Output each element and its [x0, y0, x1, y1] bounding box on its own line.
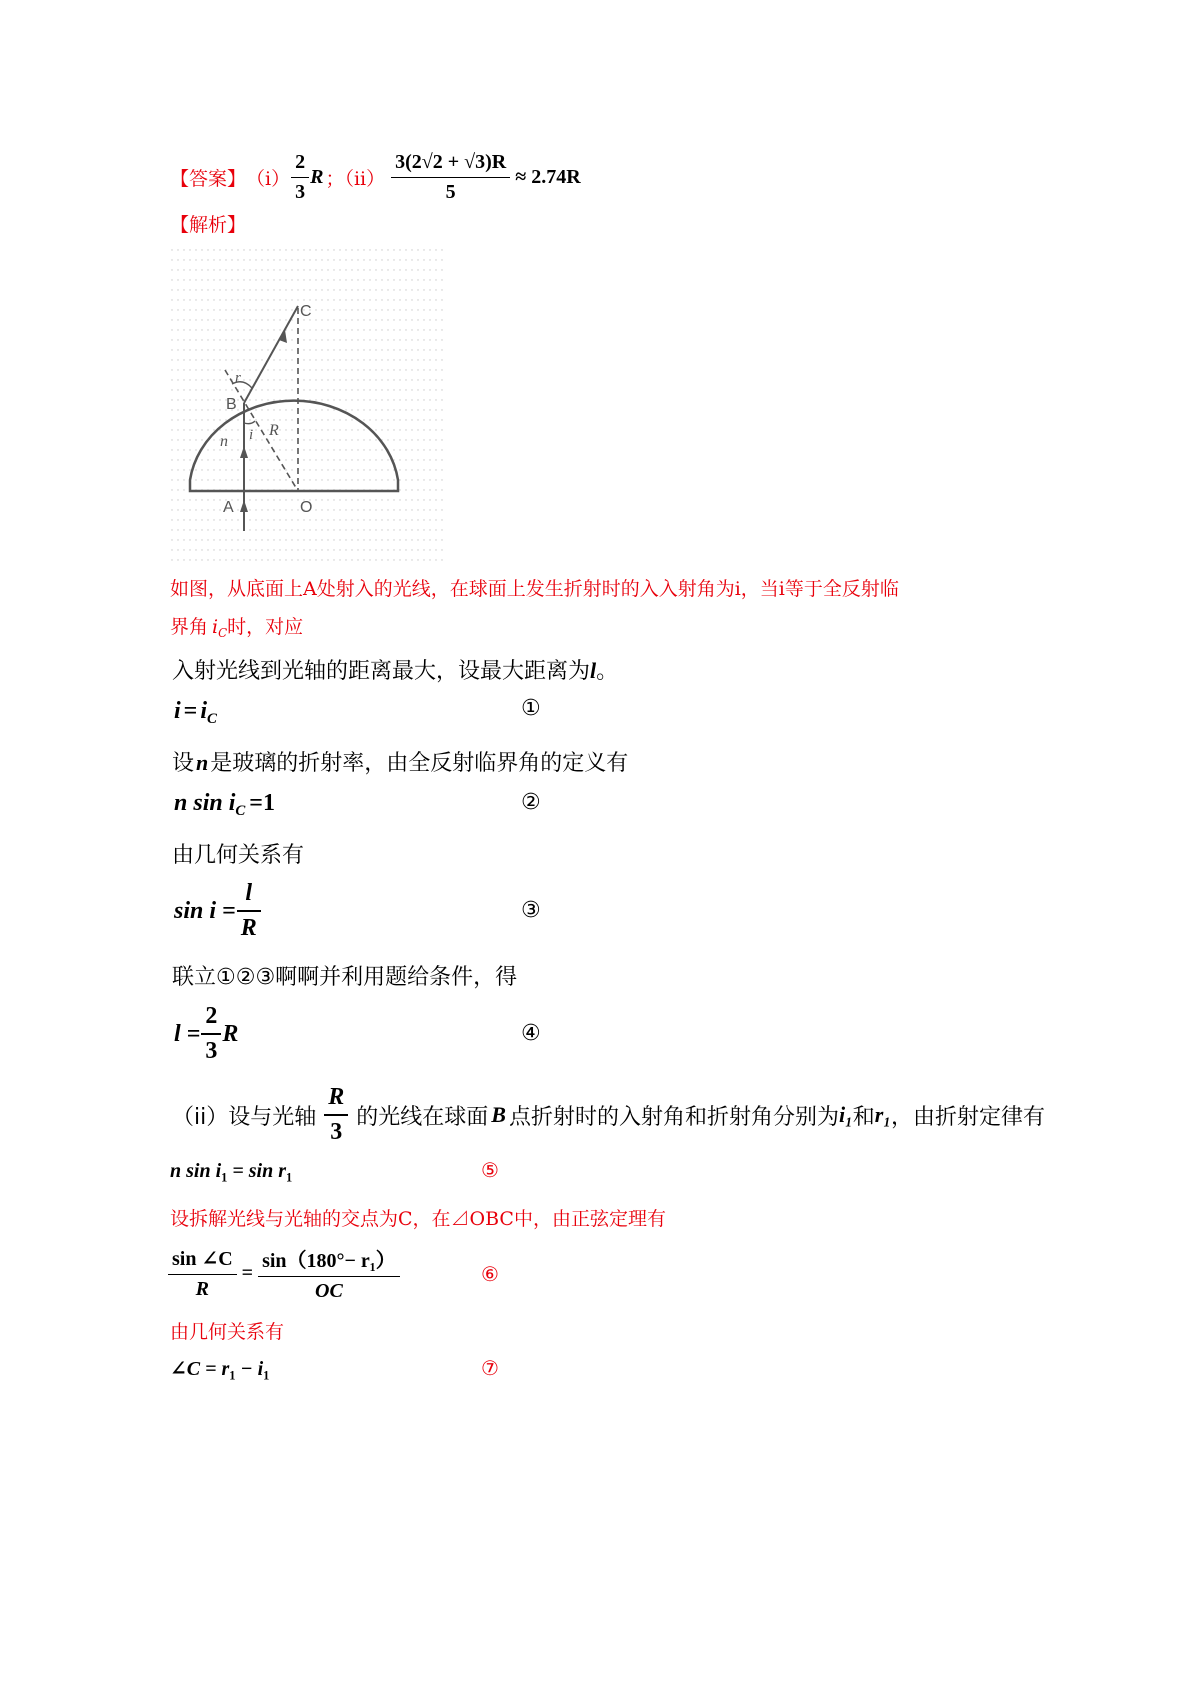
optics-diagram: [165, 248, 450, 563]
paragraph-6: （ii）设与光轴 $\frac{R}{3}$ 的光线在球面 B 点折射时的入射角和折射角分别为 i₁ 和 r₁ ，由折射定律有: [172, 1084, 1046, 1145]
label-n: n: [220, 433, 228, 450]
equation-5-number: ⑤: [481, 1158, 499, 1182]
label-A: A: [223, 499, 234, 516]
paragraph-2: 入射光线到光轴的距离最大，设最大距离为l。: [172, 658, 619, 684]
paragraph-1-line-2: 界角 $i_C$时，对应: [170, 616, 304, 641]
paragraph-7: 设拆解光线与光轴的交点为C，在⊿OBC中，由正弦定理有: [170, 1208, 666, 1230]
answer-part1-var: R: [310, 165, 324, 188]
equation-3: sin i = $\frac{l}{R}$: [174, 880, 262, 942]
answer-part2-approx: ≈ 2.74R: [515, 165, 581, 188]
paragraph-8: 由几何关系有: [170, 1321, 285, 1343]
paragraph-3: 设n是玻璃的折射率，由全反射临界角的定义有: [172, 750, 629, 776]
label-B: B: [226, 396, 237, 413]
equation-3-number: ③: [521, 898, 541, 923]
answer-sep: ；（ii）: [325, 167, 386, 190]
equation-4: l = $\frac{2}{3}$ R: [174, 1003, 239, 1064]
paragraph-1-line-1: 如图，从底面上A处射入的光线，在球面上发生折射时的入入射角为i，当i等于全反射临: [170, 578, 899, 600]
equation-6: $\frac{\sin \angle C}{R}$ = $\frac{\text{sin（180°− r₁）}}{OC}$: [170, 1244, 401, 1303]
answer-part1-label: （i）: [246, 167, 291, 190]
answer-line: [170, 148, 581, 206]
paragraph-5: 联立①②③啊啊并利用题给条件，得: [172, 965, 518, 990]
equation-7: ∠C = $r_1 - i_1$: [170, 1358, 270, 1383]
equation-2-number: ②: [521, 790, 541, 815]
label-R: R: [269, 422, 279, 439]
equation-1: $i = i_C$: [174, 698, 217, 728]
answer-part2-fraction: $\frac{3(2√2 + √3)R}{5}$: [393, 151, 508, 204]
label-C: C: [300, 303, 312, 320]
equation-4-number: ④: [521, 1021, 541, 1046]
paragraph-4: 由几何关系有: [172, 843, 305, 868]
equation-2: n $\sin i_C =1$: [174, 790, 275, 820]
equation-7-number: ⑦: [481, 1356, 499, 1380]
answer-part1-fraction: $\frac{2}{3}$: [293, 151, 307, 204]
label-O: O: [300, 499, 313, 516]
label-i: i: [249, 427, 254, 443]
equation-1-number: ①: [521, 696, 541, 721]
equation-6-number: ⑥: [481, 1262, 499, 1286]
answer-tag: 【答案】: [170, 167, 247, 190]
fraction-R-over-3: $\frac{R}{3}$: [326, 1084, 346, 1146]
equation-5: n $\sin i_1 = \sin r_1$: [170, 1160, 293, 1185]
analysis-tag: 【解析】: [170, 214, 247, 236]
label-r: r: [235, 370, 241, 386]
